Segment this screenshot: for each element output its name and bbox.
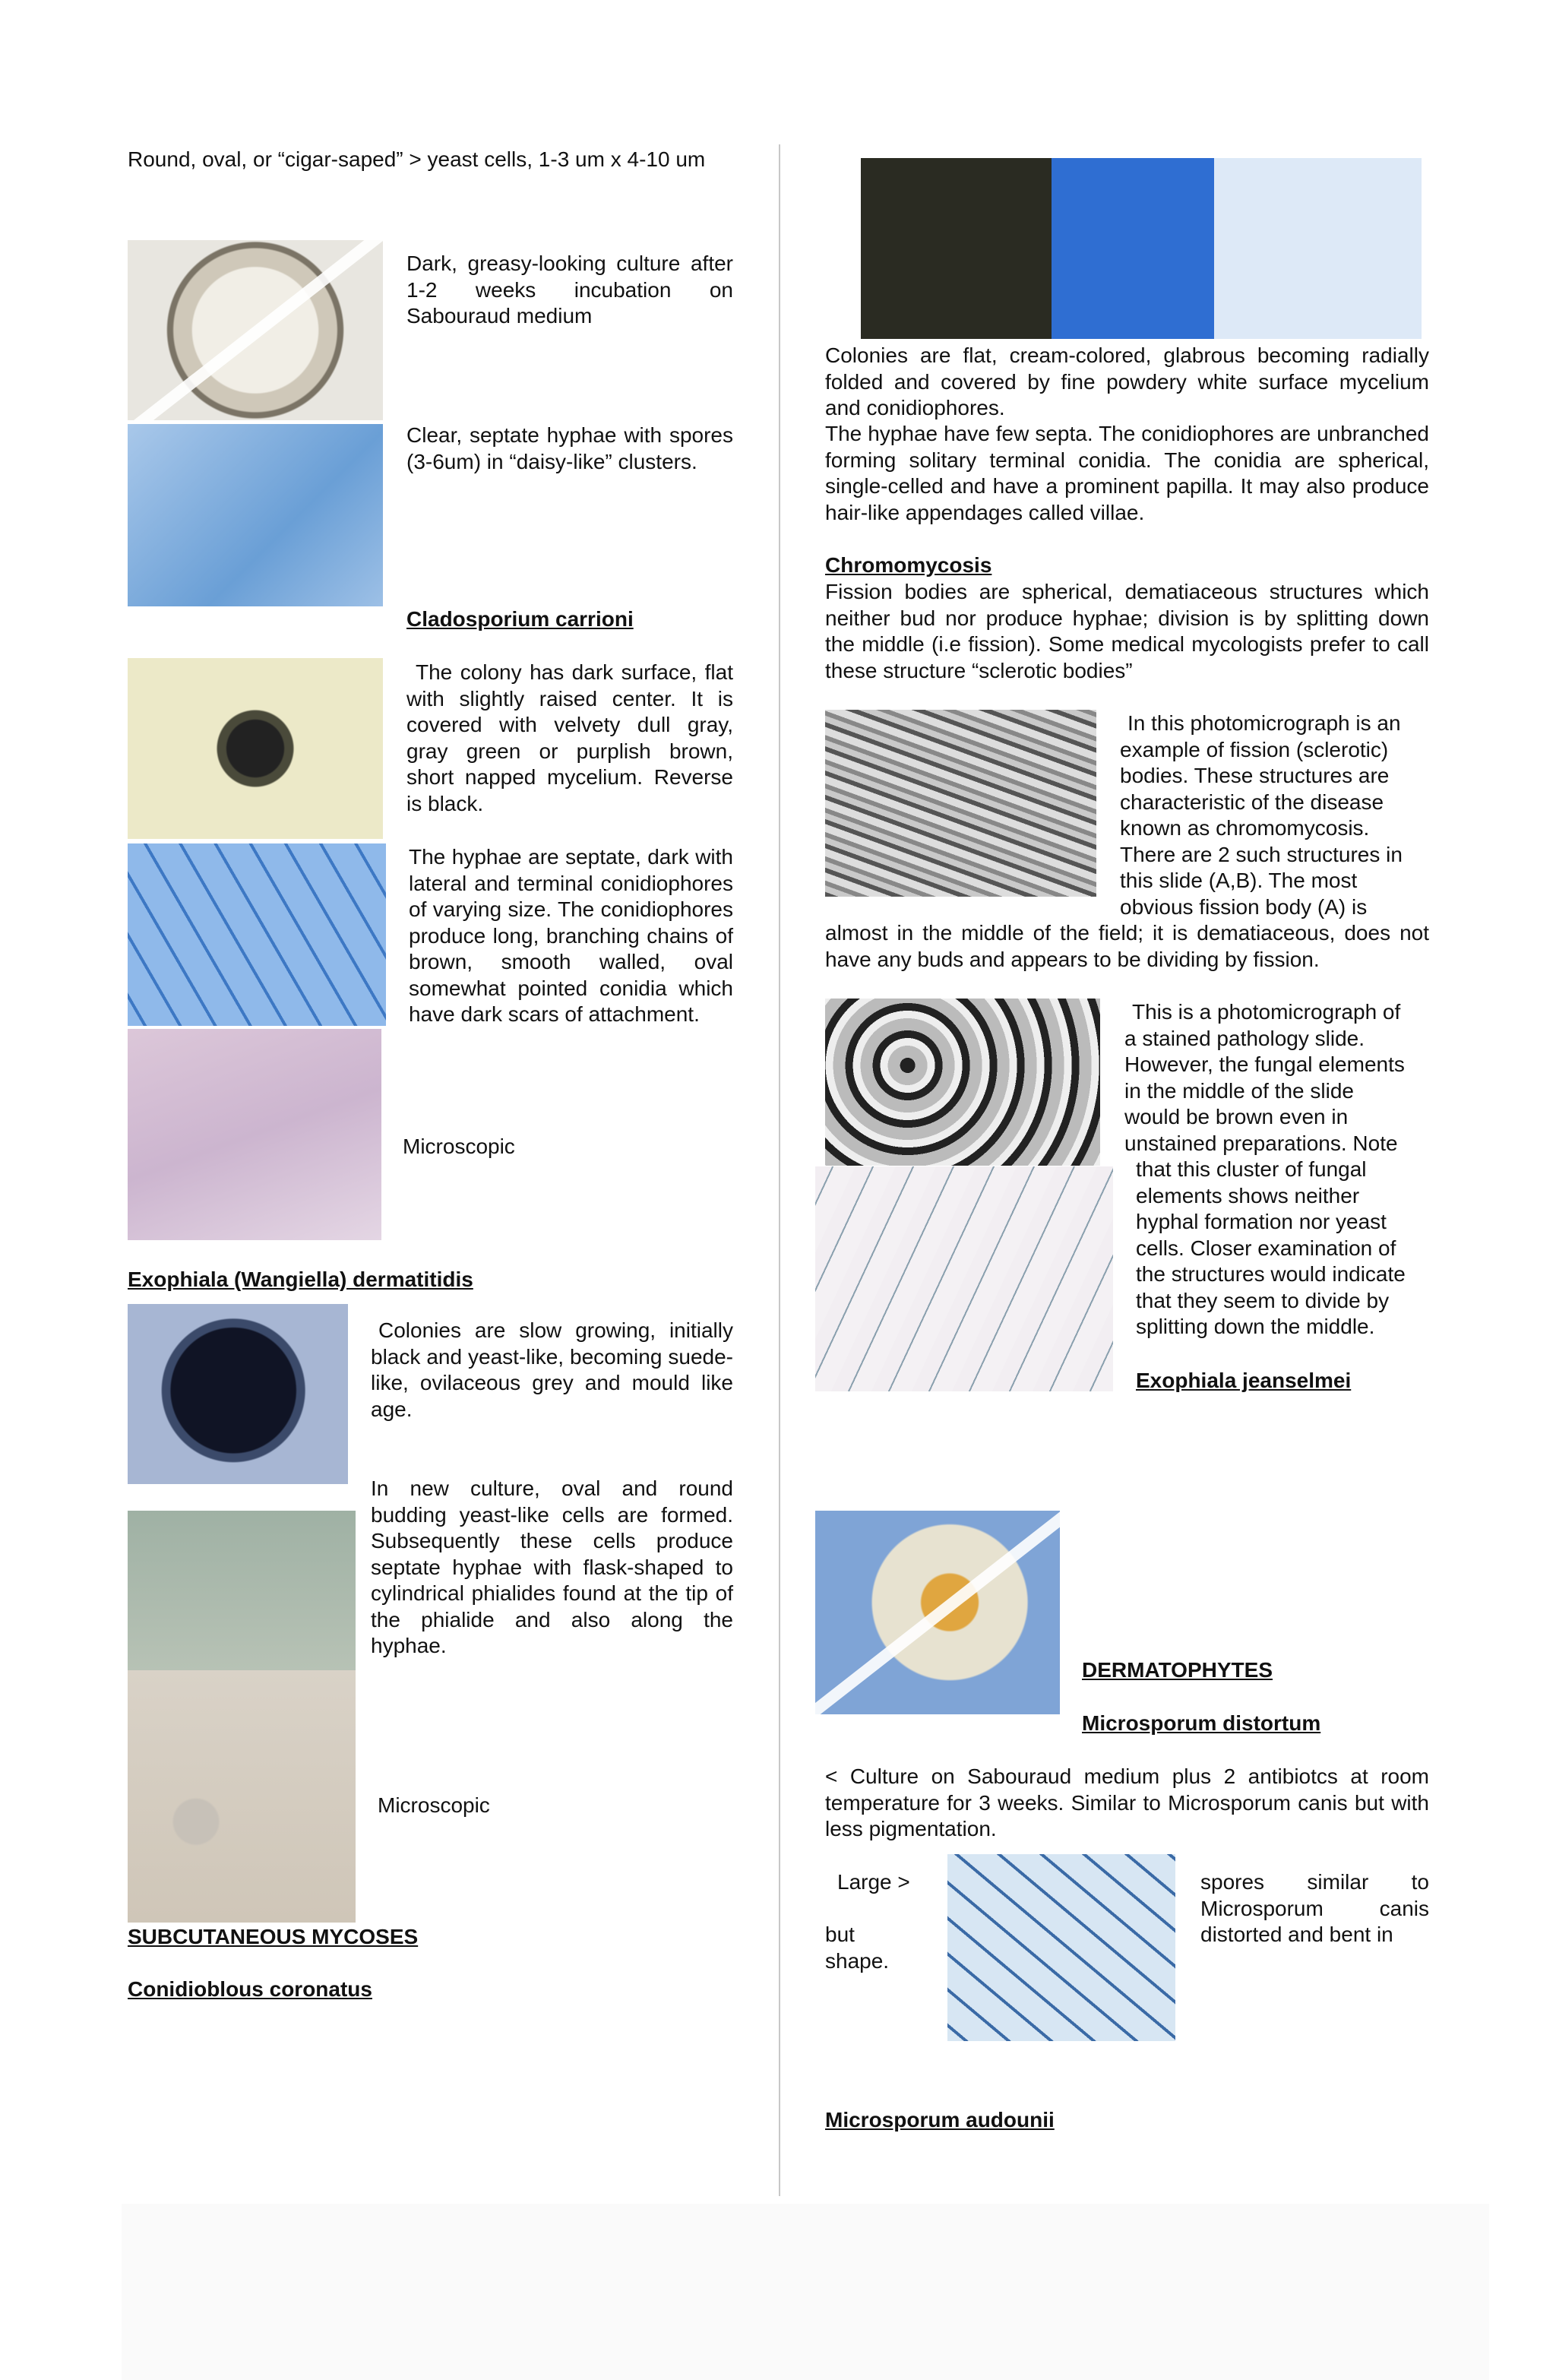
caption-line: that this cluster of fungal: [1136, 1157, 1367, 1181]
caption-line: However, the fungal elements: [1124, 1052, 1405, 1076]
cladosporium-colony-image: [128, 658, 383, 839]
distorted-spores-image: [947, 1854, 1175, 2041]
dermatophyte-plate-image: [815, 1511, 1060, 1714]
caption-line: bodies. These structures are: [1120, 764, 1390, 787]
jeanselmei-hyphae-image: [815, 1166, 1113, 1391]
hyphae-caption: Clear, septate hyphae with spores (3-6um) in “daisy-like” clusters.: [406, 423, 733, 473]
pathology-caption-a: [1124, 999, 1429, 1157]
caption-line: splitting down the middle.: [1136, 1315, 1375, 1338]
exophiala-hyphae-image: [128, 1511, 356, 1670]
exophiala-culture-text: In new culture, oval and round budding yeast-like cells are formed. Subsequently these cells produce septate hyphae with flask-shaped to cylindrical phialides found at the tip of the phialide and also along the hyphae.: [371, 1476, 733, 1657]
culture-plate-image: [128, 240, 383, 420]
sclerotic-photo-caption: [1120, 711, 1429, 920]
but-shape-label: but shape.: [825, 1923, 890, 1973]
caption-line: this slide (A,B). The most: [1120, 869, 1358, 892]
exophiala-colony-image: [128, 1304, 348, 1484]
colonies-text: Colonies are flat, cream-colored, glabrous becoming radially folded and covered by fine powdery white surface mycelium and conidiophores.: [825, 343, 1429, 419]
few-septa-text: The hyphae have few septa. The conidiophores are unbranched forming solitary terminal conidia. The conidia are spherical, single-celled and have a prominent papilla. It may also produce hair-like appendages called villae.: [825, 422, 1429, 524]
cladosporium-conidia-image: [128, 843, 386, 1026]
culture-text: < Culture on Sabouraud medium plus 2 antibiotcs at room temperature for 3 weeks. Similar to Microsporum canis but with less pigmentation.: [825, 1764, 1429, 1840]
caption-line: cells. Closer examination of: [1136, 1236, 1396, 1260]
caption-line: characteristic of the disease: [1120, 790, 1384, 814]
cladosporium-hyphae-text: The hyphae are septate, dark with lateral and terminal conidiophores of varying size. The conidiophores produce long, branching chains of brown, smooth walled, oval somewhat pointed conidia which have dark scars of attachment.: [409, 845, 733, 1026]
caption-line: in the middle of the slide: [1124, 1078, 1354, 1103]
caption-line: that they seem to divide by: [1136, 1288, 1390, 1312]
jeanselmei-heading: Exophiala jeanselmei: [1136, 1369, 1352, 1392]
caption-line: the structures would indicate: [1136, 1262, 1406, 1286]
caption-line: known as chromomycosis.: [1120, 816, 1370, 840]
conidiobolus-heading: Conidioblous coronatus: [128, 1977, 372, 2001]
exophiala-dermatitidis-heading: Exophiala (Wangiella) dermatitidis: [128, 1268, 473, 1291]
caption-line: unstained preparations. Note: [1124, 1131, 1398, 1155]
microsporum-distortum-heading: Microsporum distortum: [1082, 1711, 1321, 1735]
septate-hyphae-image: [128, 424, 383, 606]
pathology-caption-b: [1136, 1157, 1429, 1340]
caption-line: example of fission (sclerotic): [1120, 737, 1389, 761]
caption-line: This is a photomicrograph of: [1132, 1000, 1401, 1024]
caption-line: In this photomicrograph is an: [1127, 711, 1401, 735]
page-bottom-shade: [122, 2204, 1489, 2380]
caption-line: obvious fission body (A) is: [1120, 894, 1368, 919]
caption-line: elements shows neither: [1136, 1183, 1360, 1207]
conidia-photo-strip: [861, 158, 1422, 339]
caption-line: would be brown even in: [1124, 1105, 1349, 1128]
chromomycosis-text: Fission bodies are spherical, dematiaceous structures which neither bud nor produce hyphae; division is by splitting down the middle (i.e fission). Some medical mycologists prefer to call these structure “sclerotic bodies”: [825, 580, 1429, 682]
caption-line: hyphal formation nor yeast: [1136, 1210, 1387, 1233]
chromomycosis-heading: Chromomycosis: [825, 553, 992, 577]
caption-line: a stained pathology slide.: [1124, 1026, 1365, 1050]
exophiala-colonies-text: Colonies are slow growing, initially black and yeast-like, becoming suede-like, ovilaceous grey and mould like age.: [371, 1318, 733, 1421]
cladosporium-microscopic-image: [128, 1029, 381, 1240]
spores-text: spores similar to Microsporum canis distorted and bent in: [1200, 1870, 1429, 1946]
exophiala-microscopic-image: [128, 1670, 356, 1923]
intro-text: Round, oval, or “cigar-saped” > yeast cells, 1-3 um x 4-10 um: [128, 147, 706, 171]
sclerotic-caption-tail: almost in the middle of the field; it is dematiaceous, does not have any buds and appears to be dividing by fission.: [825, 921, 1429, 971]
culture-caption: Dark, greasy-looking culture after 1-2 weeks incubation on Sabouraud medium: [406, 252, 733, 328]
column-divider: [779, 144, 780, 2196]
pathology-slide-image: [825, 999, 1100, 1166]
microscopic-label-2: Microscopic: [378, 1793, 490, 1817]
large-label: Large >: [837, 1870, 910, 1894]
dermatophytes-heading: DERMATOPHYTES: [1082, 1658, 1273, 1682]
sclerotic-bodies-image: [825, 710, 1096, 897]
microsporum-audounii-heading: Microsporum audounii: [825, 2108, 1055, 2132]
microscopic-label-1: Microscopic: [403, 1135, 515, 1158]
cladosporium-colony-text: The colony has dark surface, flat with slightly raised center. It is covered with velvety dull gray, gray green or purplish brown, short napped mycelium. Reverse is black.: [406, 660, 733, 815]
caption-line: There are 2 such structures in: [1120, 842, 1403, 866]
cladosporium-heading: Cladosporium carrioni: [406, 607, 634, 631]
subcutaneous-mycoses-heading: SUBCUTANEOUS MYCOSES: [128, 1925, 419, 1948]
